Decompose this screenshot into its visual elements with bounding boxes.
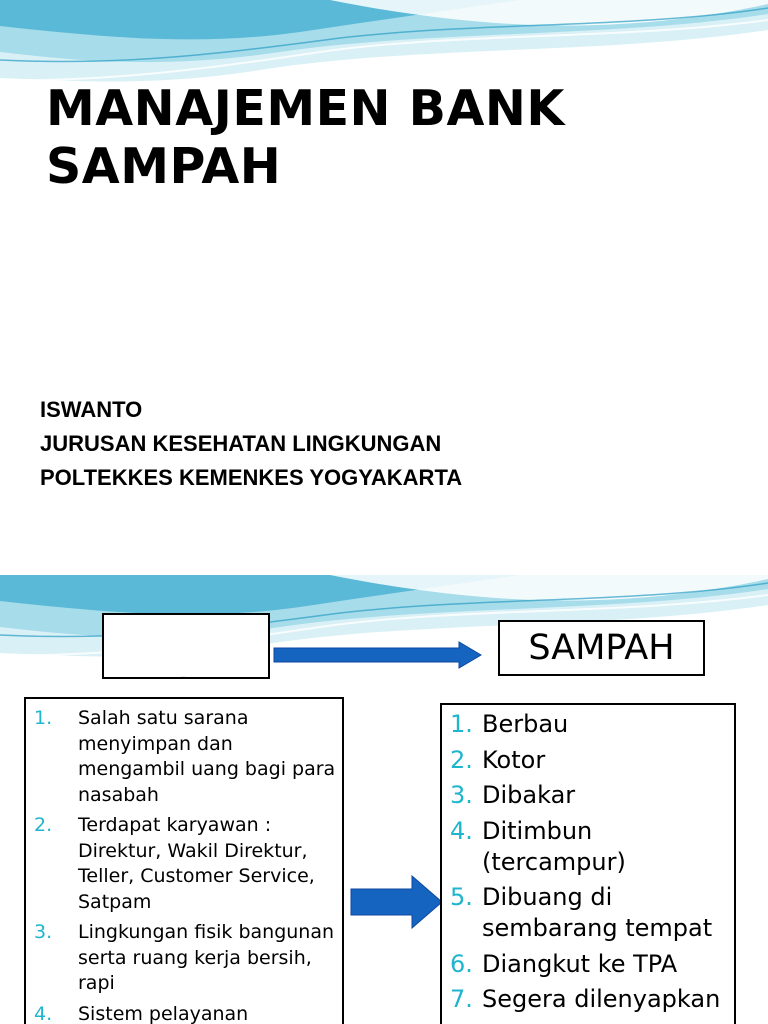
bank-characteristic-item [34, 920, 336, 997]
list-item-number: 1. [34, 707, 53, 729]
bank-characteristics-box [24, 697, 344, 1024]
bank-characteristic-item [34, 813, 336, 915]
list-item-text: Kotor [482, 745, 546, 774]
bank-characteristic-item [34, 706, 336, 808]
list-item-text: Segera dilenyapkan [482, 985, 721, 1013]
sampah-characteristics-box [440, 703, 736, 1024]
list-item-number: 1. [450, 710, 473, 738]
list-item-text: Lingkungan fisik bangunan serta ruang kerja bersih, rapi [78, 921, 335, 994]
list-item-number: 2. [34, 814, 53, 836]
list-item-number: 3. [34, 921, 53, 943]
list-item-number: 4. [450, 816, 473, 845]
slide-title [46, 80, 726, 196]
list-item-number: 4. [34, 1002, 53, 1024]
list-item-text: Berbau [482, 710, 569, 738]
list-item-text: Salah satu sarana menyimpan dan mengambil uang bagi para nasabah [78, 707, 336, 806]
title-line-1: MANAJEMEN BANK [46, 80, 565, 137]
department-name: JURUSAN KESEHATAN LINGKUNGAN [40, 431, 442, 456]
institution-name: POLTEKKES KEMENKES YOGYAKARTA [40, 465, 463, 490]
sampah-characteristic-item [450, 882, 730, 944]
list-item-text: Terdapat karyawan : Direktur, Wakil Direktur, Teller, Customer Service, Satpam [78, 814, 315, 913]
sampah-characteristic-item [450, 709, 730, 740]
sampah-characteristic-item [450, 745, 730, 776]
sampah-characteristic-item [450, 816, 730, 878]
list-item-number: 2. [450, 745, 473, 774]
sampah-label-box: SAMPAH [498, 620, 705, 676]
right-arrow-icon [350, 875, 444, 929]
list-item-text: Dibakar [482, 781, 576, 809]
list-item-text: Ditimbun (tercampur) [482, 816, 626, 876]
list-item-number: 7. [450, 985, 473, 1013]
bank-label-box-text: ... [182, 673, 186, 678]
list-item-number: 5. [450, 883, 473, 911]
sampah-characteristics-list [450, 709, 730, 1015]
right-arrow-icon [273, 641, 483, 669]
author-name: ISWANTO [40, 397, 143, 422]
list-item-text: Diangkut ke TPA [482, 949, 678, 978]
title-line-2: SAMPAH [46, 138, 282, 195]
sampah-characteristic-item [450, 984, 730, 1015]
bank-label-box [102, 613, 270, 679]
bank-characteristic-item [34, 1002, 336, 1024]
header-wave-decoration [0, 0, 768, 90]
list-item-number: 3. [450, 781, 473, 809]
sampah-characteristic-item [450, 780, 730, 811]
list-item-text: Sistem pelayanan [78, 1002, 249, 1024]
slide-subtitle [40, 393, 462, 495]
comparison-slide [0, 575, 768, 1024]
list-item-number: 6. [450, 949, 473, 978]
list-item-text: Dibuang di sembarang tempat [482, 883, 713, 942]
page-divider [0, 562, 768, 575]
sampah-characteristic-item [450, 949, 730, 980]
bank-characteristics-list [34, 706, 336, 1024]
